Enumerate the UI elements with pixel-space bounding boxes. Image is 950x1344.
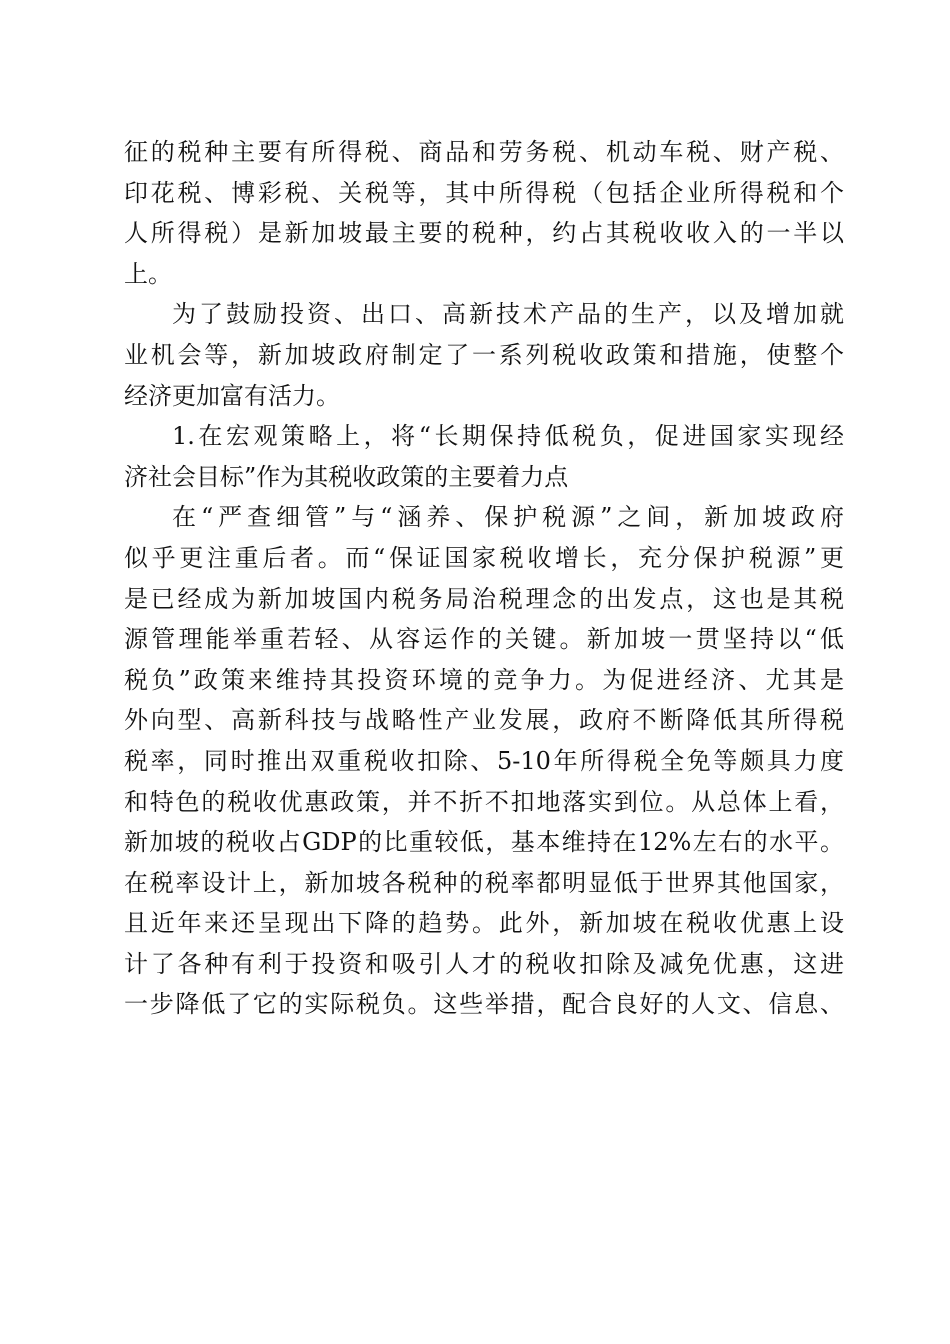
text-line: 在税率设计上，新加坡各税种的税率都明显低于世界其他国家， — [124, 868, 844, 897]
text-line: 在“严查细管”与“涵养、保护税源”之间，新加坡政府 — [172, 503, 844, 532]
text-line: 人所得税）是新加坡最主要的税种，约占其税收收入的一半以 — [124, 219, 844, 248]
text-line: 外向型、高新科技与战略性产业发展，政府不断降低其所得税 — [124, 706, 844, 735]
text-line: 印花税、博彩税、关税等，其中所得税（包括企业所得税和个 — [124, 178, 844, 207]
text-line: 税率，同时推出双重税收扣除、5-10年所得税全免等颇具力度 — [124, 746, 844, 775]
text-line: 计了各种有利于投资和吸引人才的税收扣除及减免优惠，这进 — [124, 949, 844, 978]
text-line: 上。 — [124, 259, 172, 288]
text-line: 是已经成为新加坡国内税务局治税理念的出发点，这也是其税 — [124, 584, 844, 613]
text-line: 一步降低了它的实际税负。这些举措，配合良好的人文、信息、 — [124, 990, 844, 1019]
section-heading-line: 济社会目标”作为其税收政策的主要着力点 — [124, 462, 569, 491]
body-text — [124, 132, 844, 1025]
text-line: 和特色的税收优惠政策，并不折不扣地落实到位。从总体上看， — [124, 787, 844, 816]
text-line: 税负”政策来维持其投资环境的竞争力。为促进经济、尤其是 — [124, 665, 844, 694]
text-line: 似乎更注重后者。而“保证国家税收增长，充分保护税源”更 — [124, 543, 844, 572]
text-line: 源管理能举重若轻、从容运作的关键。新加坡一贯坚持以“低 — [124, 625, 844, 654]
section-heading-line: 1.在宏观策略上，将“长期保持低税负，促进国家实现经 — [172, 422, 844, 451]
text-line: 且近年来还呈现出下降的趋势。此外，新加坡在税收优惠上设 — [124, 909, 844, 938]
text-line: 征的税种主要有所得税、商品和劳务税、机动车税、财产税、 — [124, 138, 844, 166]
text-line: 业机会等，新加坡政府制定了一系列税收政策和措施，使整个 — [124, 340, 844, 369]
text-line: 经济更加富有活力。 — [124, 381, 340, 410]
text-line: 新加坡的税收占GDP的比重较低，基本维持在12%左右的水平。 — [124, 828, 844, 857]
text-line: 为了鼓励投资、出口、高新技术产品的生产，以及增加就 — [172, 300, 844, 329]
